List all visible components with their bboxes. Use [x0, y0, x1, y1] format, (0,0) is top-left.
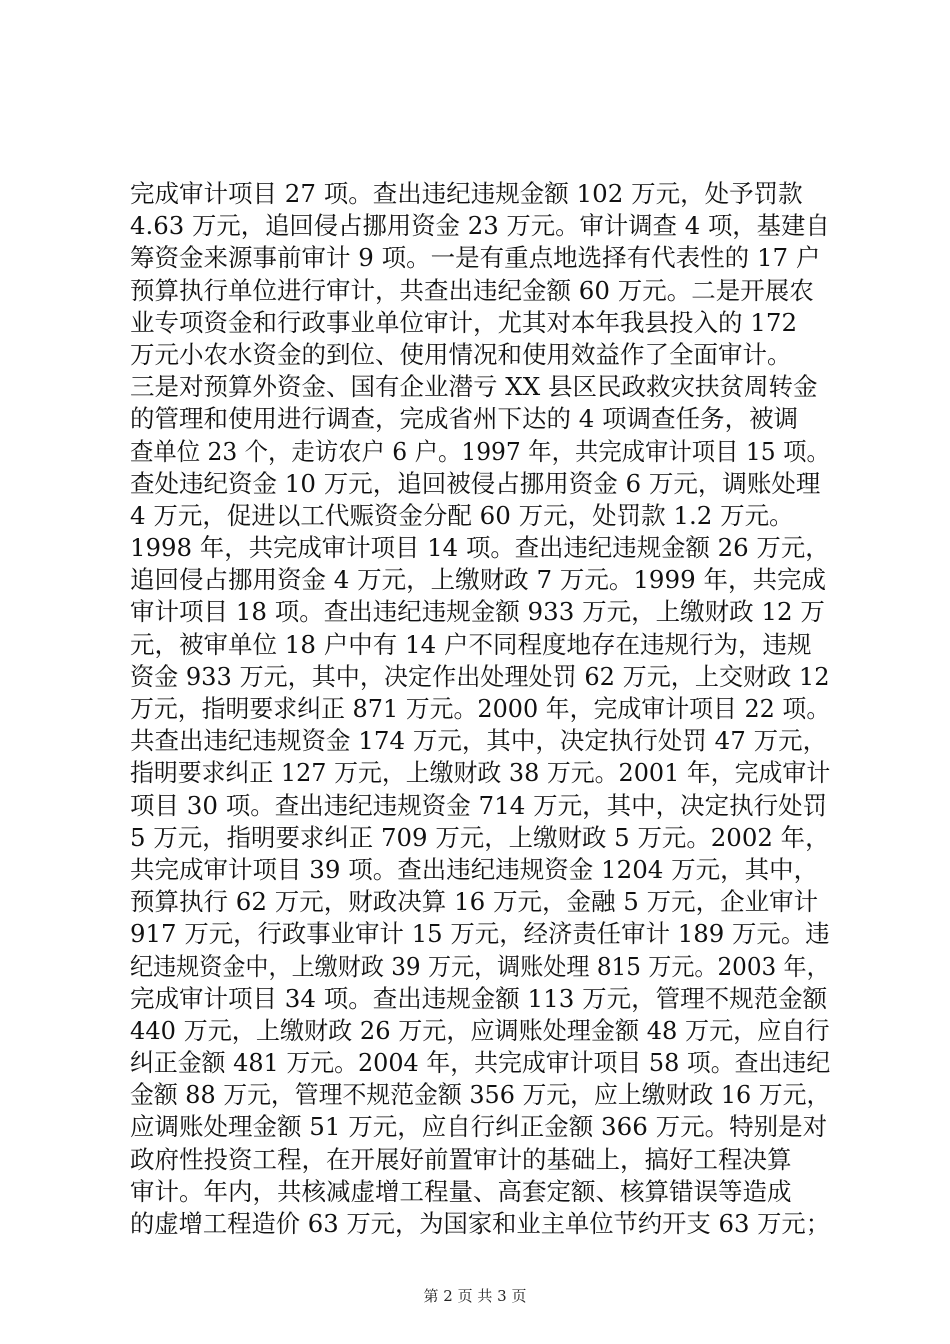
text-line: 业专项资金和行政事业单位审计，尤其对本年我县投入的 172 — [130, 307, 798, 337]
text-line: 1998 年，共完成审计项目 14 项。查出违纪违规金额 26 万元， — [130, 533, 830, 563]
text-line: 万元小农水资金的到位、使用情况和使用效益作了全面审计。 — [130, 339, 792, 369]
page-number: 第 2 页 共 3 页 — [423, 1287, 527, 1305]
text-line: 项目 30 项。查出违纪违规资金 714 万元，其中，决定执行处罚 — [130, 790, 828, 820]
text-line: 完成审计项目 34 项。查出违规金额 113 万元，管理不规范金额 — [130, 983, 828, 1013]
text-line: 万元，指明要求纠正 871 万元。2000 年，完成审计项目 22 项。 — [130, 694, 831, 723]
text-line: 金额 88 万元，管理不规范金额 356 万元，应上缴财政 16 万元， — [130, 1080, 831, 1110]
text-line: 三是对预算外资金、国有企业潜亏 XX 县区民政救灾扶贫周转金 — [130, 372, 818, 402]
text-line: 共完成审计项目 39 项。查出违纪违规资金 1204 万元，其中， — [130, 854, 819, 884]
text-line: 的管理和使用进行调查，完成省州下达的 4 项调查任务，被调 — [130, 404, 799, 434]
text-line: 纠正金额 481 万元。2004 年，共完成审计项目 58 项。查出违纪 — [130, 1048, 831, 1078]
text-line: 指明要求纠正 127 万元，上缴财政 38 万元。2001 年，完成审计 — [130, 758, 831, 788]
text-line: 5 万元，指明要求纠正 709 万元，上缴财政 5 万元。2002 年， — [130, 822, 830, 852]
text-line: 应调账处理金额 51 万元，应自行纠正金额 366 万元。特别是对 — [130, 1112, 828, 1142]
text-line: 资金 933 万元，其中，决定作出处理处罚 62 万元，上交财政 12 — [130, 661, 830, 691]
text-line: 查处违纪资金 10 万元，追回被侵占挪用资金 6 万元，调账处理 — [130, 468, 821, 498]
text-line: 预算执行 62 万元，财政决算 16 万元，金融 5 万元，企业审计 — [130, 887, 819, 917]
text-line: 完成审计项目 27 项。查出违纪违规金额 102 万元，处予罚款 — [130, 179, 803, 208]
body-text — [130, 178, 830, 1240]
text-line: 审计。年内，共核减虚增工程量、高套定额、核算错误等造成 — [130, 1176, 792, 1206]
text-line: 元，被审单位 18 户中有 14 户不同程度地存在违规行为，违规 — [130, 629, 812, 659]
text-line: 政府性投资工程，在开展好前置审计的基础上，搞好工程决算 — [130, 1144, 792, 1174]
text-line: 预算执行单位进行审计，共查出违纪金额 60 万元。二是开展农 — [130, 275, 814, 305]
text-line: 的虚增工程造价 63 万元，为国家和业主单位节约开支 63 万元； — [130, 1209, 830, 1238]
page-footer — [0, 1286, 950, 1306]
text-line: 440 万元，上缴财政 26 万元，应调账处理金额 48 万元，应自行 — [130, 1015, 830, 1045]
text-line: 917 万元，行政事业审计 15 万元，经济责任审计 189 万元。违 — [130, 919, 830, 949]
text-line: 纪违规资金中，上缴财政 39 万元，调账处理 815 万元。2003 年， — [130, 951, 830, 981]
text-line: 查单位 23 个，走访农户 6 户。1997 年，共完成审计项目 15 项。 — [130, 436, 830, 466]
text-line: 4.63 万元，追回侵占挪用资金 23 万元。审计调查 4 项，基建自 — [130, 211, 830, 241]
text-line: 共查出违纪违规资金 174 万元，其中，决定执行处罚 47 万元， — [130, 726, 828, 756]
text-line: 追回侵占挪用资金 4 万元，上缴财政 7 万元。1999 年，共完成 — [130, 565, 826, 595]
text-line: 4 万元，促进以工代赈资金分配 60 万元，处罚款 1.2 万元。 — [130, 500, 794, 530]
text-line: 筹资金来源事前审计 9 项。一是有重点地选择有代表性的 17 户 — [130, 243, 821, 273]
text-line: 审计项目 18 项。查出违纪违规金额 933 万元，上缴财政 12 万 — [130, 597, 825, 627]
